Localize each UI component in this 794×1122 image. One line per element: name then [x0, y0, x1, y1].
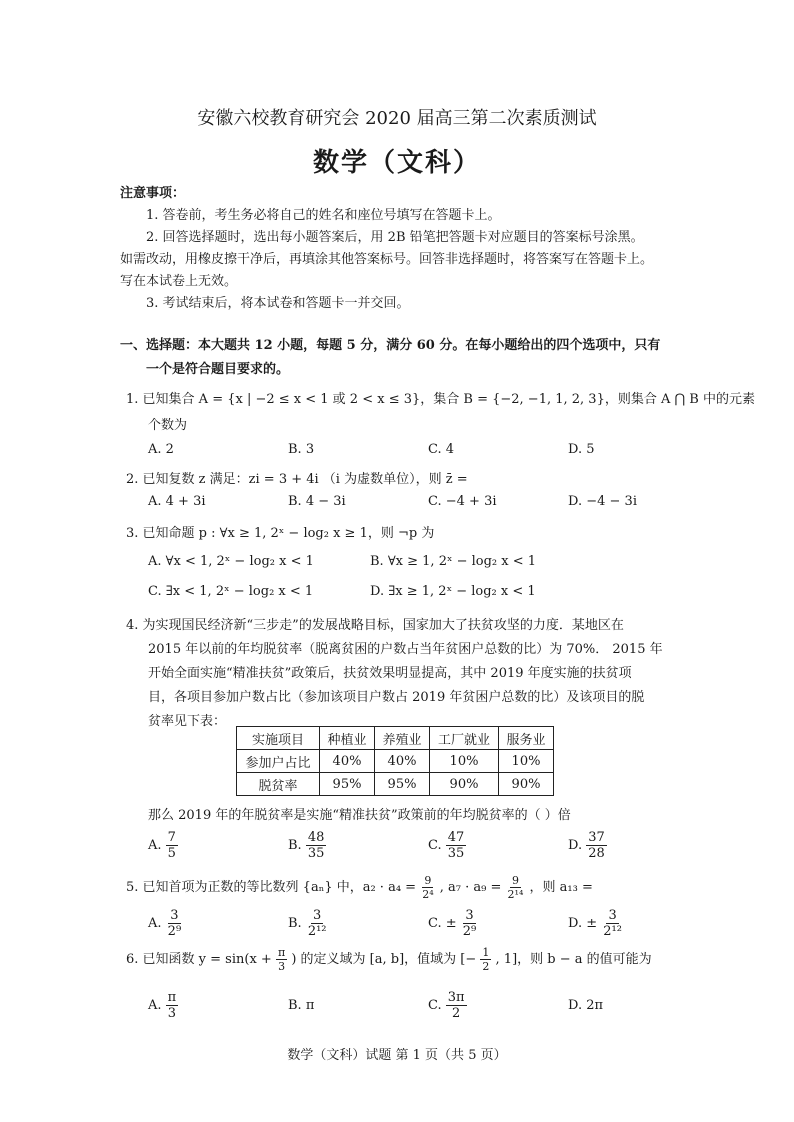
fraction: [166, 990, 179, 1021]
numerator: π: [167, 990, 177, 1005]
table-header-cell: 工厂就业: [430, 727, 499, 750]
denominator: 3: [167, 1006, 177, 1021]
denominator: 28: [588, 846, 605, 861]
table-cell: 脱贫率: [237, 773, 320, 796]
option-label: A.: [148, 838, 162, 853]
q3-option-d: D. ∃x ≥ 1, 2ˣ − log₂ x < 1: [370, 584, 536, 599]
q4-option-d: [568, 830, 607, 861]
q6-option-c: [428, 990, 467, 1021]
q4-stem-line-4: 目，各项目参加户数占比（参加该项目户数占 2019 年贫困户总数的比）及该项目的脱: [148, 690, 645, 705]
table-row: [237, 773, 554, 796]
q1-stem-line-2: 个数为: [148, 418, 188, 433]
fraction: [306, 830, 327, 861]
q2-option-d: D. −4 − 3i: [568, 494, 637, 509]
q4-option-c: [428, 830, 466, 861]
denominator: 2⁹: [167, 924, 182, 939]
q4-option-a: [148, 830, 178, 861]
denominator: 35: [307, 846, 325, 861]
q5-stem-part: ，则 a₁₃ =: [529, 880, 593, 895]
table-header-cell: 服务业: [499, 727, 554, 750]
table-cell: 10%: [499, 750, 554, 773]
numerator: 3: [170, 908, 179, 923]
fraction: [446, 830, 467, 861]
fraction: [601, 908, 624, 939]
table-cell: 40%: [320, 750, 375, 773]
table-header-cell: 种植业: [320, 727, 375, 750]
q2-option-b: B. 4 − 3i: [288, 494, 346, 509]
table-cell: 90%: [499, 773, 554, 796]
numerator: π: [277, 946, 286, 959]
denominator: 2⁹: [462, 924, 477, 939]
note-2-line-1: 2. 回答选择题时，选出每小题答案后，用 2B 铅笔把答题卡对应题目的答案标号涂黑。: [146, 230, 644, 245]
fraction: [480, 946, 491, 973]
fraction: [276, 946, 287, 973]
note-1: 1. 答卷前，考生务必将自己的姓名和座位号填写在答题卡上。: [146, 208, 501, 223]
numerator: 3π: [447, 990, 465, 1005]
denominator: 2¹⁴: [507, 888, 524, 901]
q4-question: 那么 2019 年的年脱贫率是实施“精准扶贫”政策前的年均脱贫率的（ ）倍: [148, 808, 571, 823]
q5-stem: [126, 874, 593, 901]
numerator: 3: [313, 908, 322, 923]
denominator: 2: [452, 1006, 461, 1021]
option-label: D.: [568, 838, 583, 853]
subject-title: 数学（文科）: [312, 148, 481, 178]
notes-heading: 注意事项：: [120, 186, 186, 201]
q4-stem-line-1: 4. 为实现国民经济新“三步走”的发展战略目标，国家加大了扶贫攻坚的力度．某地区在: [126, 618, 624, 633]
option-label: D. ±: [568, 916, 598, 931]
q6-stem-part: 6. 已知函数 y = sin(x +: [126, 952, 272, 967]
note-2-line-3: 写在本试卷上无效。: [120, 274, 238, 289]
poverty-table: [236, 726, 554, 796]
q1-option-d: D. 5: [568, 442, 595, 457]
table-cell: 10%: [430, 750, 499, 773]
numerator: 37: [588, 830, 605, 845]
option-label: B.: [288, 838, 302, 853]
note-2-line-2: 如需改动，用橡皮擦干净后，再填涂其他答案标号。回答非选择题时，将答案写在答题卡上。: [120, 252, 654, 267]
fraction: [506, 874, 526, 901]
q5-option-c: [428, 908, 478, 939]
q3-option-a: A. ∀x < 1, 2ˣ − log₂ x < 1: [148, 554, 314, 569]
q1-stem-line-1: 1. 已知集合 A = {x | −2 ≤ x < 1 或 2 < x ≤ 3}，集合 B = {−2, −1, 1, 2, 3}，则集合 A ⋂ B 中的元素: [126, 392, 755, 407]
option-label: C.: [428, 838, 442, 853]
option-label: C.: [428, 998, 442, 1013]
q4-stem-line-3: 开始全面实施“精准扶贫”政策后，扶贫效果明显提高，其中 2019 年度实施的扶贫项: [148, 666, 632, 681]
q5-option-d: [568, 908, 624, 939]
numerator: 1: [482, 946, 490, 959]
numerator: 47: [447, 830, 465, 845]
table-header-cell: 养殖业: [375, 727, 430, 750]
fraction: [446, 990, 467, 1021]
q4-option-b: [288, 830, 326, 861]
q6-stem-part: , 1]，则 b − a 的值可能为: [495, 952, 652, 967]
option-label: A.: [148, 998, 162, 1013]
q6-stem-part: ) 的定义域为 [a, b]，值域为 [−: [291, 952, 477, 967]
q6-option-d: D. 2π: [568, 998, 604, 1013]
table-cell: 95%: [320, 773, 375, 796]
denominator: 5: [167, 846, 176, 861]
denominator: 2⁴: [422, 888, 434, 901]
q5-stem-part: , a₇ · a₉ =: [439, 880, 502, 895]
fraction: [306, 908, 329, 939]
q1-option-a: A. 2: [148, 442, 174, 457]
option-label: A.: [148, 916, 162, 931]
numerator: 9: [511, 874, 519, 887]
q1-option-b: B. 3: [288, 442, 315, 457]
q1-option-c: C. 4: [428, 442, 455, 457]
exam-title: 安徽六校教育研究会 2020 届高三第二次素质测试: [197, 108, 597, 129]
q2-option-a: A. 4 + 3i: [148, 494, 206, 509]
q3-option-c: C. ∃x < 1, 2ˣ − log₂ x < 1: [148, 584, 314, 599]
section-heading-line-1: 一、选择题：本大题共 12 小题，每题 5 分，满分 60 分。在每小题给出的四个选项中，只有: [120, 338, 661, 353]
denominator: 2¹²: [603, 924, 622, 939]
numerator: 3: [608, 908, 617, 923]
denominator: 3: [278, 960, 286, 973]
q6-stem: [126, 946, 652, 973]
fraction: [420, 874, 435, 901]
numerator: 7: [167, 830, 176, 845]
q6-option-a: [148, 990, 178, 1021]
denominator: 35: [447, 846, 465, 861]
denominator: 2¹²: [307, 924, 327, 939]
fraction: [461, 908, 478, 939]
q2-stem: 2. 已知复数 z 满足：zi = 3 + 4i （i 为虚数单位），则 z̄ =: [126, 472, 468, 487]
table-row: [237, 750, 554, 773]
fraction: [166, 830, 178, 861]
page-footer: 数学（文科）试题 第 1 页（共 5 页）: [287, 1048, 507, 1063]
q5-stem-part: 5. 已知首项为正数的等比数列 {aₙ} 中，a₂ · a₄ =: [126, 880, 417, 895]
fraction: [586, 830, 607, 861]
numerator: 48: [307, 830, 325, 845]
q3-option-b: B. ∀x ≥ 1, 2ˣ − log₂ x < 1: [370, 554, 537, 569]
q5-option-a: [148, 908, 183, 939]
note-3: 3. 考试结束后，将本试卷和答题卡一并交回。: [146, 296, 410, 311]
numerator: 9: [424, 874, 432, 887]
q2-option-c: C. −4 + 3i: [428, 494, 497, 509]
section-heading-line-2: 一个是符合题目要求的。: [146, 362, 290, 377]
table-header-row: [237, 727, 554, 750]
option-label: B.: [288, 916, 302, 931]
q3-stem: 3. 已知命题 p : ∀x ≥ 1, 2ˣ − log₂ x ≥ 1，则 ¬p 为: [126, 526, 435, 541]
q6-option-b: B. π: [288, 998, 315, 1013]
table-cell: 参加户占比: [237, 750, 320, 773]
table-header-cell: 实施项目: [237, 727, 320, 750]
table-cell: 95%: [375, 773, 430, 796]
table-cell: 90%: [430, 773, 499, 796]
denominator: 2: [482, 960, 490, 973]
option-label: C. ±: [428, 916, 457, 931]
q4-stem-line-5: 贫率见下表：: [148, 714, 227, 729]
fraction: [166, 908, 183, 939]
q4-stem-line-2: 2015 年以前的年均脱贫率（脱离贫困的户数占当年贫困户总数的比）为 70%． 2015 年: [148, 642, 663, 657]
q5-option-b: [288, 908, 329, 939]
table-cell: 40%: [375, 750, 430, 773]
numerator: 3: [465, 908, 474, 923]
